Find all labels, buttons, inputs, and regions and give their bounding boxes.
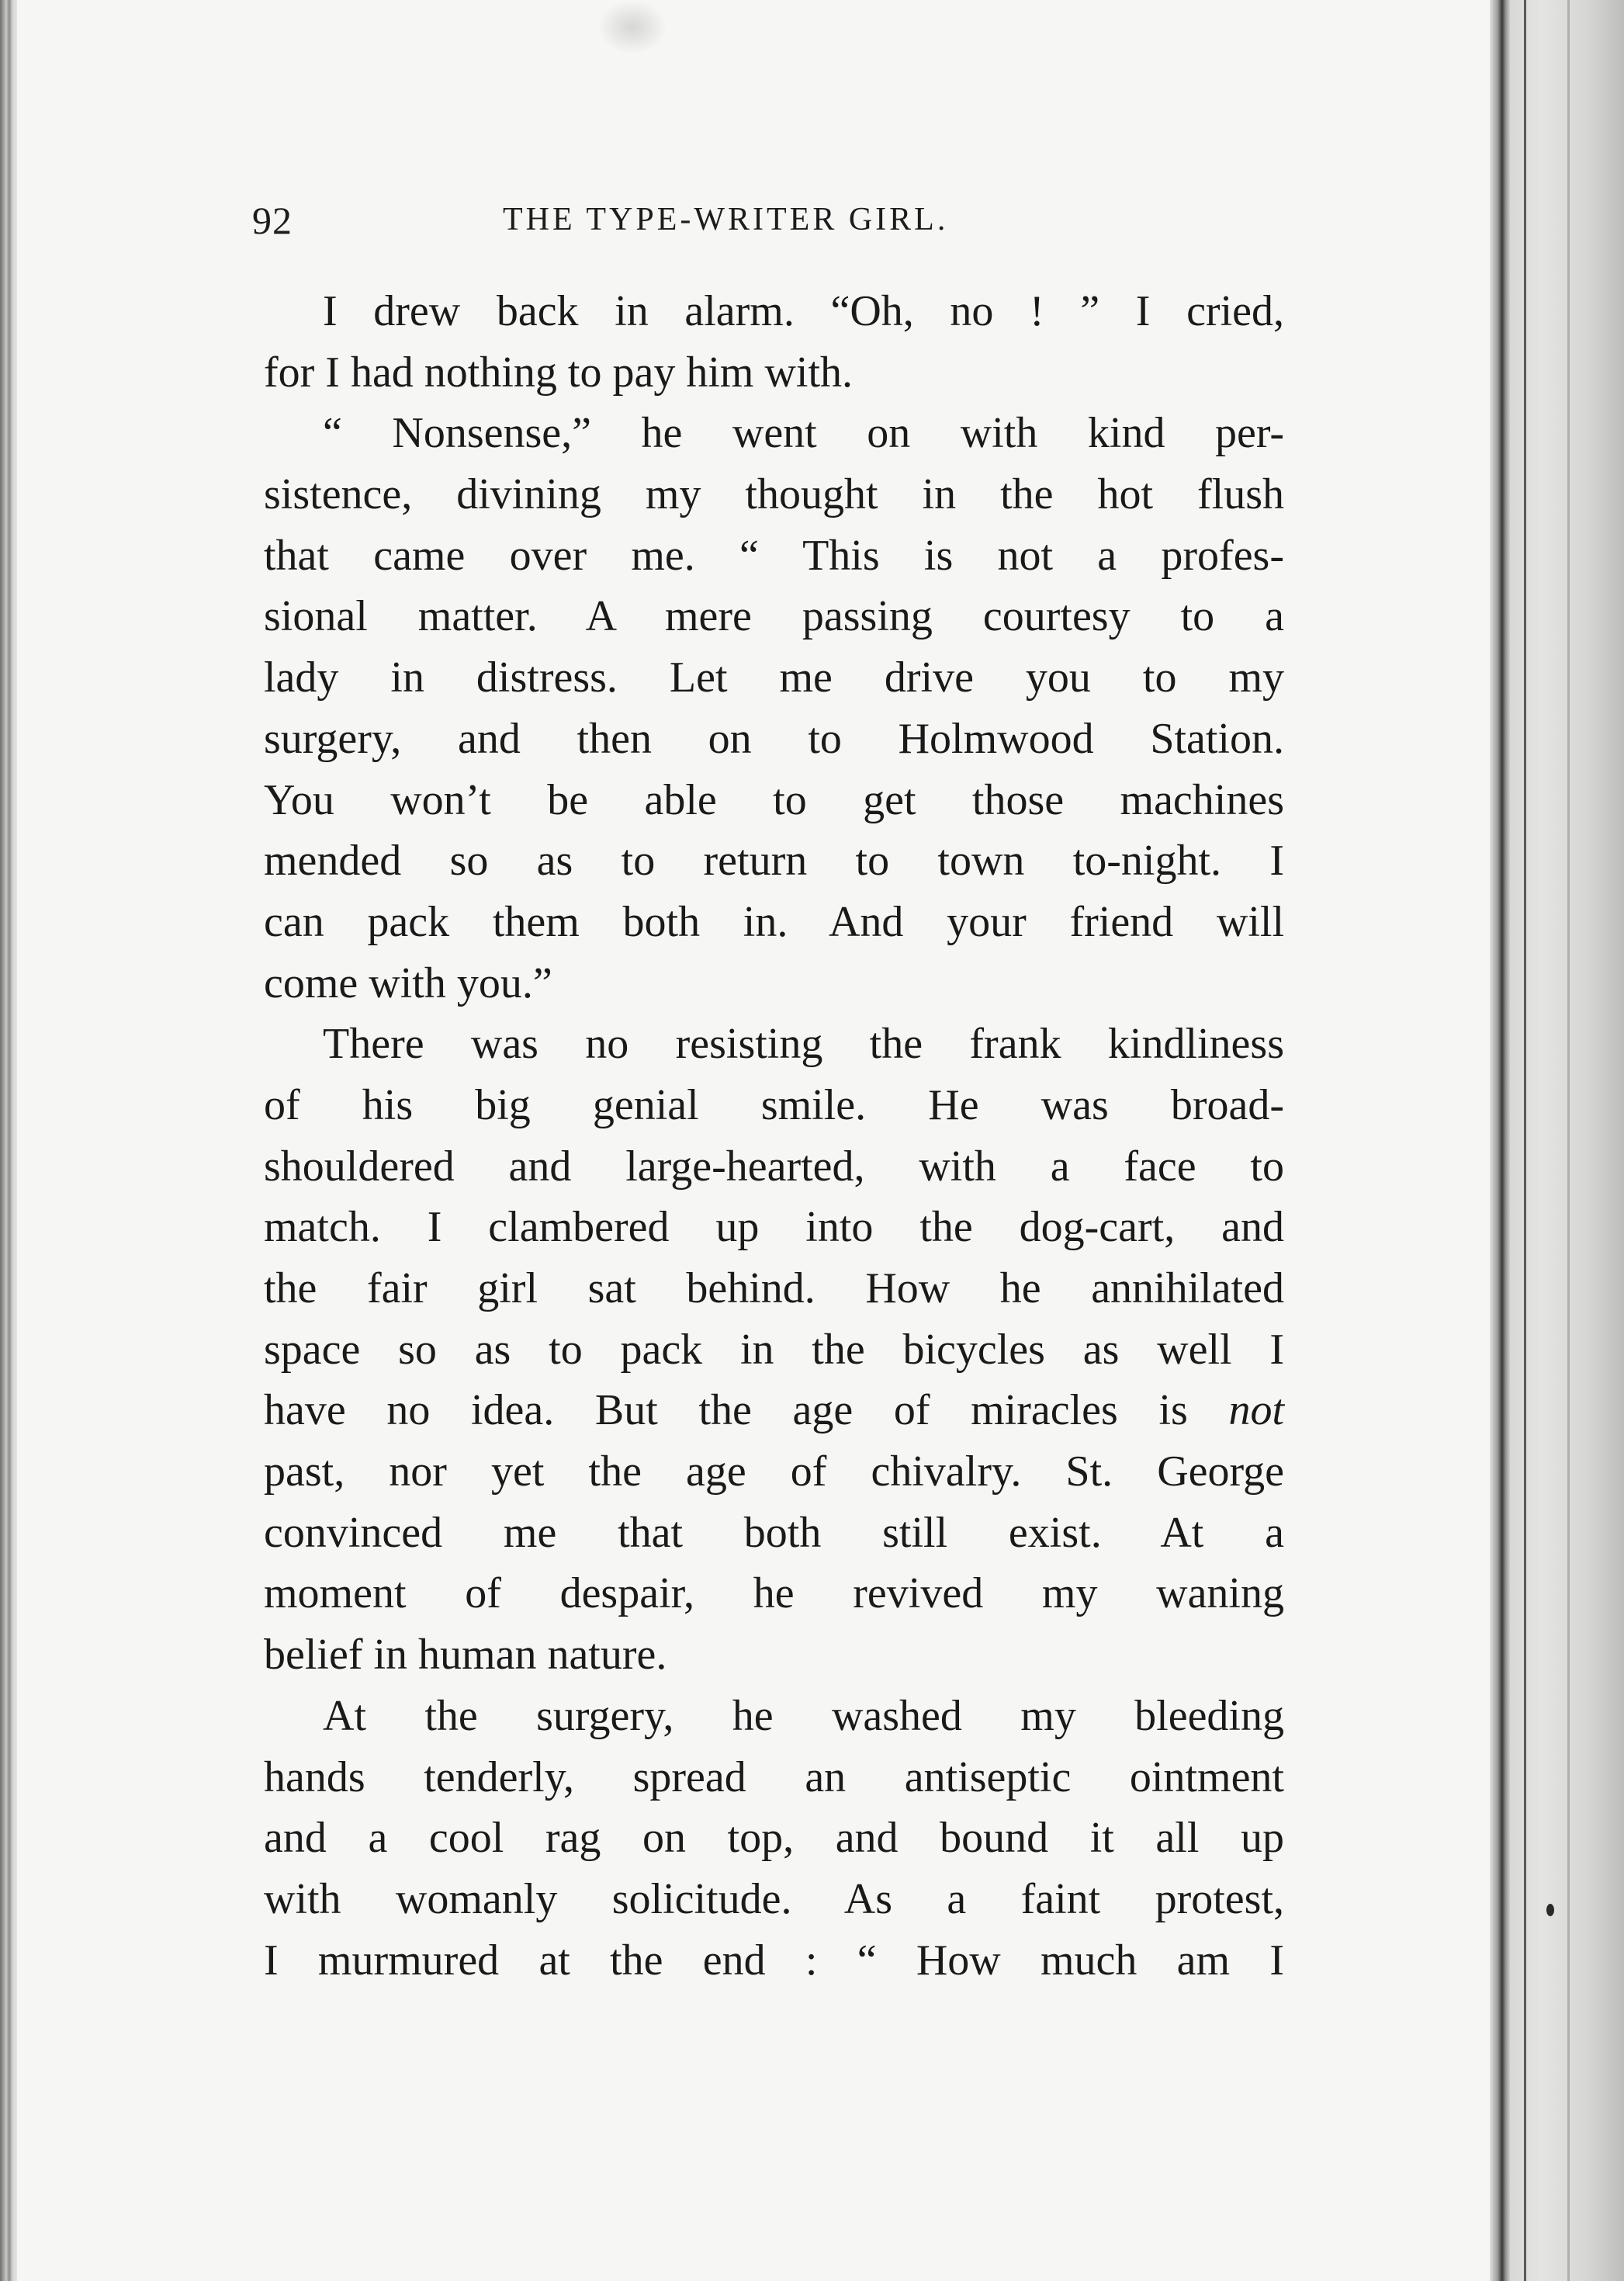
text-line: the fair girl sat behind. How he annihilated (264, 1264, 1284, 1312)
ink-mark (1546, 1904, 1554, 1916)
text-line: sistence, divining my thought in the hot flush (264, 470, 1284, 519)
page-number: 92 (252, 199, 293, 242)
gutter-shadow (1490, 0, 1510, 2281)
page-header (252, 198, 1028, 252)
text-line: with womanly solicitude. As a faint protest, (264, 1874, 1284, 1923)
text-line: moment of despair, he revived my waning (264, 1569, 1284, 1618)
text-line: past, nor yet the age of chivalry. St. George (264, 1447, 1284, 1496)
text-line: for I had nothing to pay him with. (264, 348, 854, 397)
text-line: You won’t be able to get those machines (264, 775, 1284, 824)
left-binding-edge (0, 0, 17, 2281)
text-line: sional matter. A mere passing courtesy to a (264, 592, 1284, 641)
text-line: that came over me. “ This is not a profes- (264, 531, 1284, 580)
text-line: There was no resisting the frank kindliness (323, 1020, 1284, 1069)
text-line: shouldered and large-hearted, with a face to (264, 1142, 1284, 1191)
text-line: I drew back in alarm. “Oh, no ! ” I cried, (323, 287, 1284, 335)
facing-page-line (1524, 0, 1526, 2281)
text-line: have no idea. But the age of miracles is not (264, 1386, 1284, 1435)
text-line: belief in human nature. (264, 1631, 667, 1680)
text-line: come with you.” (264, 959, 552, 1007)
text-line: I murmured at the end : “ How much am I (264, 1936, 1284, 1985)
facing-page-edge (1510, 0, 1624, 2281)
text-line: convinced me that both still exist. At a (264, 1508, 1284, 1557)
text-line: can pack them both in. And your friend will (264, 897, 1284, 946)
body-text (264, 281, 1284, 1991)
text-line: “ Nonsense,” he went on with kind per- (323, 409, 1284, 458)
text-line: of his big genial smile. He was broad- (264, 1080, 1284, 1129)
text-line: surgery, and then on to Holmwood Station. (264, 714, 1284, 763)
text-line: space so as to pack in the bicycles as well I (264, 1325, 1284, 1374)
facing-page-line (1567, 0, 1570, 2281)
text-line: lady in distress. Let me drive you to my (264, 653, 1284, 702)
text-line: At the surgery, he washed my bleeding (323, 1691, 1284, 1740)
text-line: mended so as to return to town to-night. I (264, 837, 1284, 886)
text-line: and a cool rag on top, and bound it all up (264, 1814, 1284, 1863)
running-title: THE TYPE-WRITER GIRL. (503, 202, 949, 237)
text-line: hands tenderly, spread an antiseptic ointment (264, 1752, 1284, 1801)
text-line: match. I clambered up into the dog-cart, and (264, 1203, 1284, 1252)
